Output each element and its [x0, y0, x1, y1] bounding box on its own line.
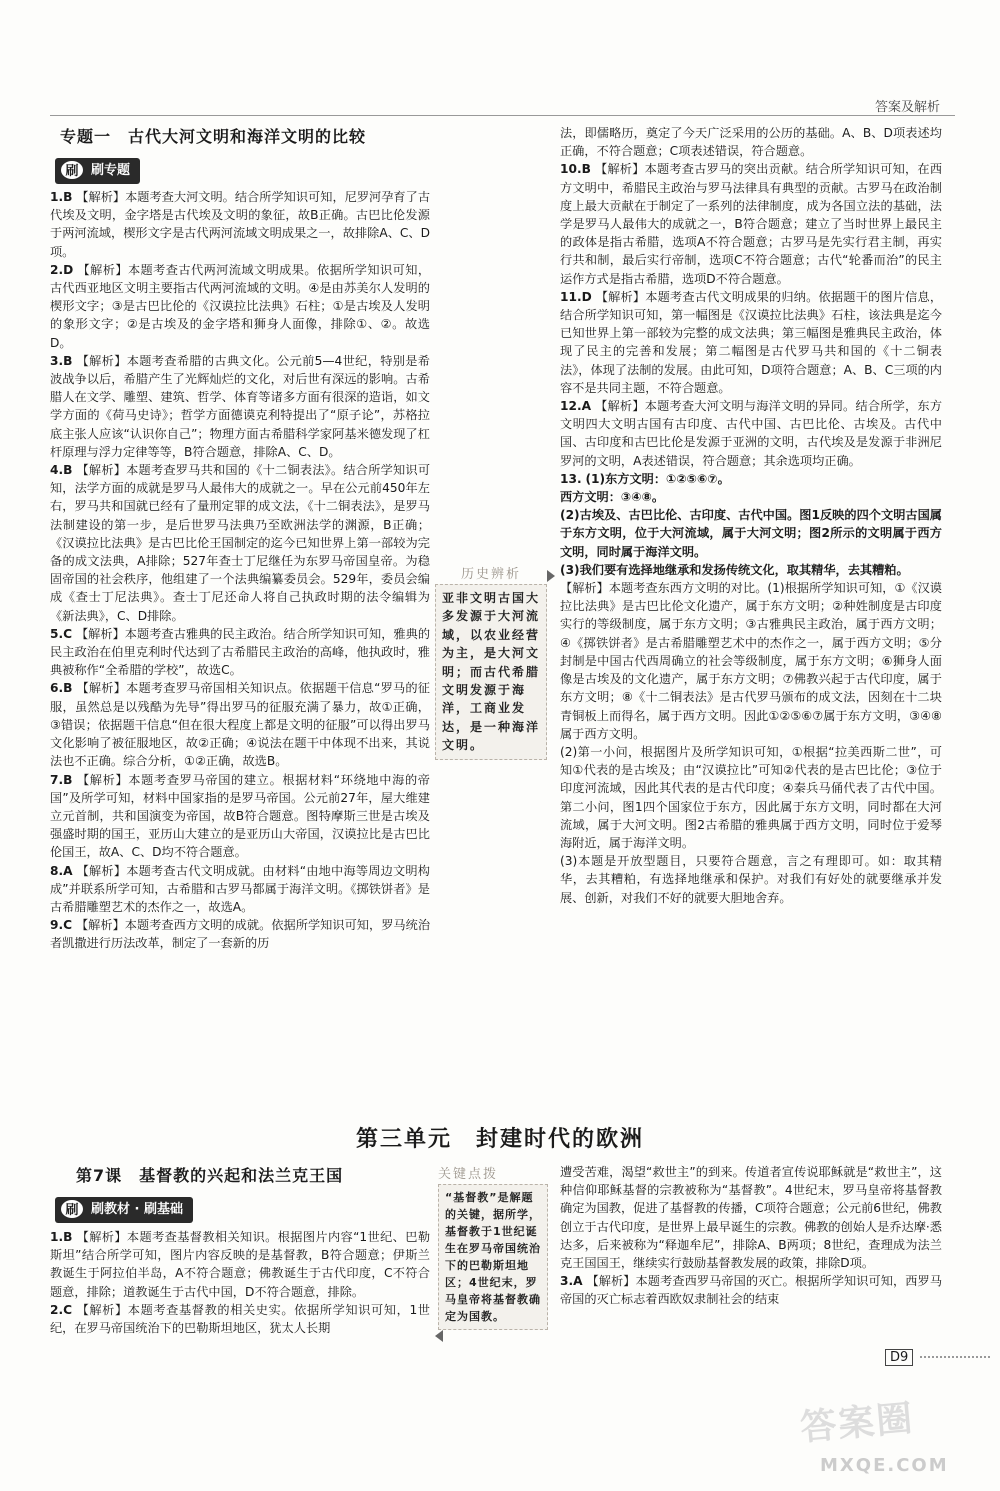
answer-part-2: (2)古埃及、古巴比伦、古印度、古代中国。图1反映的四个文明古国属于东方文明，位于大河流域，属于大河文明；图2所示的文明属于西方文明，同时属于海洋文明。	[560, 508, 942, 559]
brush-icon: 刷	[59, 1198, 85, 1220]
sidebar2-text: “基督教”是解题的关键，据所学，基督教于1世纪诞生在罗马帝国统治下的巴勒斯坦地区；4世纪末，罗马皇帝将基督教确定为国教。	[438, 1184, 548, 1330]
right-column	[560, 124, 942, 907]
answer-text: 法，即儒略历，奠定了今天广泛采用的公历的基础。A、B、D项表述均正确，不符合题意；C项表述错误，符合题意。	[560, 126, 942, 159]
question-13	[560, 470, 942, 907]
answer-text: 【解析】本题考查基督教相关知识。根据图片内容“1世纪、巴勒斯坦”结合所学可知，图片内容反映的是基督教，B符合题意；伊斯兰教诞生于阿拉伯半岛，A不符合题意；佛教诞生于古代印度，C不符合题意，排除；道教诞生于古代中国，D不符合题意，排除。	[50, 1230, 431, 1299]
answer-item	[50, 1301, 430, 1337]
history-sidebar	[435, 563, 547, 760]
analysis-para-1: 【解析】本题考查东西方文明的对比。(1)根据所学知识可知，①《汉谟拉比法典》是古巴比伦文化遗产，属于东方文明；②种姓制度是古印度实行的等级制度，属于东方文明；③古雅典民主政治，属于西方文明；④《掷铁饼者》是古希腊雕塑艺术中的杰作之一，属于西方文明；⑤分封制是中国古代西周确立的社会等级制度，属于东方文明；⑥狮身人面像是古埃及的文化遗产，属于东方文明；⑦佛教兴起于古代印度，属于东方文明；⑧《十二铜表法》是古代罗马颁布的成文法，因刻在十二块青铜板上而得名，属于西方文明。因此①②⑤⑥⑦属于东方文明，③④⑧属于西方文明。	[560, 581, 942, 741]
answer-item	[50, 1228, 430, 1301]
answer-text: 【解析】本题考查古雅典的民主政治。结合所学知识可知，雅典的民主政治在伯里克利时代达到了古希腊民主政治的高峰，他执政时，雅典被称作“全希腊的学校”，故选C。	[50, 626, 431, 678]
sidebar2-title: 关键点拨	[438, 1167, 499, 1182]
watermark-logo: 答案圈	[798, 1398, 916, 1449]
answer-number: 2.D	[50, 262, 74, 277]
unit-title: 第三单元 封建时代的欧洲	[355, 1127, 644, 1152]
answer-number: 1.B	[50, 1230, 73, 1244]
answer-item	[50, 771, 430, 862]
answer-part-3: (3)我们要有选择地继承和发扬传统文化，取其精华，去其糟粕。	[560, 562, 909, 577]
lesson-tag	[55, 1197, 193, 1223]
question-number: 13.	[560, 471, 582, 486]
watermark-url: MXQE.COM	[820, 1455, 949, 1476]
header-rule	[50, 115, 955, 116]
key-sidebar	[438, 1163, 548, 1330]
answer-item	[50, 862, 430, 917]
answer-item	[560, 1163, 942, 1272]
answer-text: 【解析】本题考查大河文明。结合所学知识可知，尼罗河孕育了古代埃及文明，金字塔是古代埃及文明的象征，故B正确。古巴比伦发源于两河流域，楔形文字是古代两河流域文明成果之一，故排除A、C、D项。	[50, 190, 431, 259]
answer-text: 【解析】本题考查古代文明成就。由材料“由地中海等周边文明构成”并联系所学可知，古希腊和古罗马都属于海洋文明。《掷铁饼者》是古希腊雕塑艺术的杰作之一，故选A。	[50, 863, 430, 914]
answer-number: 6.B	[50, 681, 73, 696]
section-tag	[55, 158, 140, 184]
lesson-left-column	[50, 1228, 430, 1337]
answer-item	[560, 397, 942, 470]
pointer-arrow-icon	[547, 570, 555, 582]
page-number: D9	[885, 1349, 913, 1366]
answer-item	[560, 288, 942, 397]
answer-number: 9.C	[50, 918, 73, 933]
analysis-para-2: (2)第一小问，根据图片及所学知识可知，①根据“拉美西斯二世”，可知①代表的是古埃及；由“汉谟拉比”可知②代表的是古巴比伦；③位于印度河流域，因此其代表的是古代印度；④秦兵马俑代表了古代中国。第二小问，图1四个国家位于东方，因此属于东方文明，同时都在大河流域，属于大河文明。图2古希腊的雅典属于西方文明，同时位于爱琴海附近，属于海洋文明。	[560, 744, 942, 850]
answer-number: 7.B	[50, 772, 73, 787]
answer-item	[50, 261, 430, 352]
analysis-para-3: (3)本题是开放型题目，只要符合题意，言之有理即可。如：取其精华，去其糟粕，有选择地继承和保护。对我们有好处的就要继承并发展、创新，对我们不好的就要大胆地舍弃。	[560, 854, 942, 905]
answer-text: 【解析】本题考查罗马共和国的《十二铜表法》。结合所学知识可知，法学方面的成就是罗马人最伟大的成就之一。早在公元前450年左右，罗马共和国就已经有了量刑定罪的成文法，《十二铜表法》，是罗马法制建设的第一步，是后世罗马法典乃至欧洲法学的渊源，B正确；《汉谟拉比法典》是古巴比伦王国制定的迄今已知世界上第一部较为完备的成文法典，A排除；527年查士丁尼继任为东罗马帝国皇帝。为稳固帝国的社会秩序，他组建了一个法典编纂委员会。529年，委员会编成《查士丁尼法典》。查士丁尼还命人将自己执政时期的法令编辑为《新法典》，C、D排除。	[50, 463, 431, 623]
answer-number: 10.B	[560, 162, 591, 177]
pointer-arrow-icon	[435, 1330, 443, 1342]
answer-number: 12.A	[560, 399, 592, 414]
answer-item	[50, 916, 430, 952]
answer-text: 【解析】本题考查大河文明与海洋文明的异同。结合所学，东方文明四大文明古国有古印度、古代中国、古巴比伦、古埃及。古代中国、古印度和古巴比伦是发源于亚洲的文明，古代埃及是发源于非洲尼罗河的文明，A表述错误，符合题意；其余选项均正确。	[560, 399, 943, 468]
answer-item	[50, 625, 430, 680]
answer-part-1b: 西方文明：③④⑧。	[560, 490, 665, 505]
answer-number: 8.A	[50, 863, 73, 878]
answer-number: 3.A	[560, 1274, 583, 1289]
answer-item	[560, 1272, 942, 1308]
answer-item	[560, 160, 942, 287]
answer-text: 【解析】本题考查基督教的相关史实。依据所学知识可知，1世纪，在罗马帝国统治下的巴勒斯坦地区，犹太人长期	[50, 1302, 430, 1336]
left-column	[50, 188, 430, 953]
answer-text: 【解析】本题考查西方文明的成就。依据所学知识可知，罗马统治者凯撒进行历法改革，制定了一套新的历	[50, 918, 431, 951]
answer-number: 3.B	[50, 353, 73, 368]
answer-text: 【解析】本题考查古代两河流域文明成果。依据所学知识可知，古代西亚地区文明主要指古代两河流域的文明。④是由苏美尔人发明的楔形文字；③是古巴比伦的《汉谟拉比法典》石柱；①是古埃及人发明的象形文字；②是古埃及的金字塔和狮身人面像，排除①、②。故选D。	[50, 262, 431, 350]
answer-item	[50, 188, 430, 261]
sidebar-title: 历史辨析	[460, 567, 521, 582]
answer-number: 5.C	[50, 626, 73, 641]
section-tag-label: 刷专题	[91, 163, 131, 178]
answer-number: 1.B	[50, 190, 73, 204]
lesson-right-column	[560, 1163, 942, 1309]
answer-text: 【解析】本题考查西罗马帝国的灭亡。根据所学知识可知，西罗马帝国的灭亡标志着西欧奴隶制社会的结束	[560, 1274, 943, 1307]
answer-text: 遭受苦难，渴望“救世主”的到来。传道者宣传说耶稣就是“救世主”，这种信仰耶稣基督的宗教被称为“基督教”。4世纪末，罗马皇帝将基督教确定为国教，促进了基督教的传播，C项符合题意；公元前6世纪，佛教创立于古代印度，是世界上最早诞生的宗教。佛教的创始人是乔达摩·悉达多，后来被称为“释迦牟尼”，排除A、B两项；8世纪，查理成为法兰克王国国王，继续实行鼓励基督教发展的政策，排除D项。	[560, 1165, 942, 1271]
header-label: 答案及解析	[874, 100, 940, 115]
lesson-title: 第7课 基督教的兴起和法兰克王国	[76, 1166, 344, 1185]
answer-item	[50, 679, 430, 770]
answer-number: 2.C	[50, 1302, 73, 1317]
answer-text: 【解析】本题考查古代文明成果的归纳。依据题干的图片信息，结合所学知识可知，第一幅图是《汉谟拉比法典》石柱，该法典是迄今已知世界上第一部较为完整的成文法典；第三幅图是雅典民主政治，体现了民主的完善和发展；第二幅图是古代罗马共和国的《十二铜表法》，体现了法制的发展。由此可知，D项符合题意；A、B、C三项的内容不是共同主题，不符合题意。	[560, 289, 943, 395]
answer-item	[50, 461, 430, 625]
answer-text: 【解析】本题考查古罗马的突出贡献。结合所学知识可知，在西方文明中，希腊民主政治与罗马法律具有典型的贡献。古罗马在政治制度上最大贡献在于制定了一系列的法律制度，成为各国立法的基础，法学是罗马人最伟大的成就之一，B符合题意；建立了当时世界上最民主的政体是指古希腊，选项A不符合题意；古罗马是先实行君主制，再实行共和制，最后实行帝制，选项C不符合题意；古代“轮番而治”的民主运作方式是指古希腊，选项D不符合题意。	[560, 162, 943, 286]
answer-number: 11.D	[560, 289, 592, 304]
footer-dots	[920, 1356, 990, 1358]
lesson-tag-label: 刷教材 · 刷基础	[91, 1202, 183, 1217]
answer-number: 4.B	[50, 463, 73, 478]
answer-item	[50, 352, 430, 461]
brush-icon: 刷	[59, 159, 85, 181]
answer-item	[560, 124, 942, 160]
section-title: 专题一 古代大河文明和海洋文明的比较	[60, 127, 367, 146]
answer-text: 【解析】本题考查罗马帝国的建立。根据材料“环绕地中海的帝国”及所学可知，材料中国家指的是罗马帝国。公元前27年，屋大维建立元首制，共和国演变为帝国，故B符合题意。图特摩斯三世是古埃及强盛时期的国王，亚历山大建立的是亚历山大帝国，汉谟拉比是古巴比伦国王，故A、C、D均不符合题意。	[50, 772, 430, 860]
sidebar-text: 亚非文明古国大多发源于大河流域，以农业经营为主，是大河文明；而古代希腊文明发源于海洋，工商业发达，是一种海洋文明。	[435, 584, 547, 760]
answer-text: 【解析】本题考查罗马帝国相关知识点。依据题干信息“罗马的征服，虽然总是以残酷为先导”得出罗马的征服充满了暴力，故①正确，③错误；依据题干信息“但在很大程度上都是文明的征服”可以得出罗马文化影响了被征服地区，故②正确；④说法在题干中体现不出来，其说法也不正确。综合分析，①②正确，故选B。	[50, 681, 430, 769]
answer-part-1: (1)东方文明：①②⑤⑥⑦。	[585, 471, 730, 486]
answer-text: 【解析】本题考查希腊的古典文化。公元前5—4世纪，特别是希波战争以后，希腊产生了光辉灿烂的文化，对后世有深远的影响。古希腊人在文学、雕塑、建筑、哲学、体育等诸多方面有很深的造诣，如文学方面的《荷马史诗》；哲学方面德谟克利特提出了“原子论”，苏格拉底主张人应该“认识你自己”；物理方面古希腊科学家阿基米德发现了杠杆原理与浮力定律等等，B符合题意，排除A、C、D。	[50, 353, 430, 459]
